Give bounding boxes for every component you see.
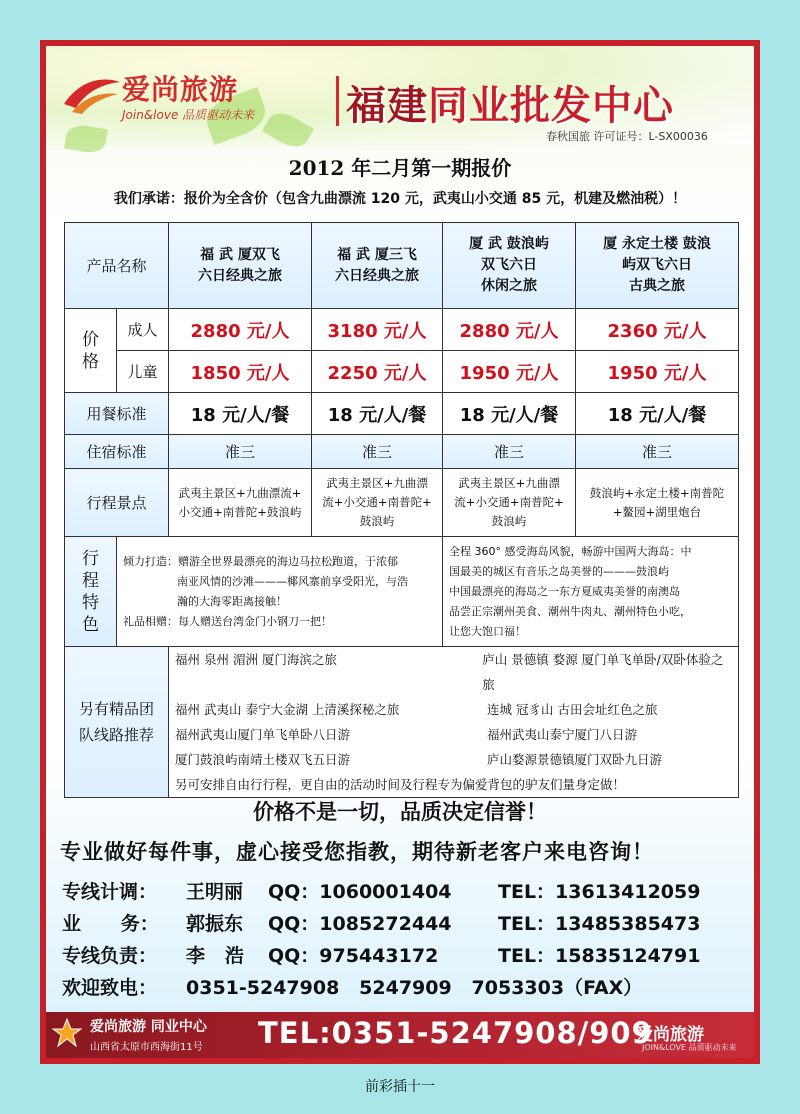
route-line: 小交通+南普陀+鼓浪屿 [178, 504, 302, 519]
contact-role: 专线负责： [62, 944, 158, 967]
feature-line: 让您大饱口福！ [449, 624, 527, 638]
feature-line: 中国最漂亮的海岛之一东方夏威夷美誉的南澳岛 [449, 584, 681, 598]
feature-label-char: 特 [82, 592, 99, 613]
product-cell [576, 223, 739, 309]
footer-logo-text: 爱尚旅游 [636, 1025, 704, 1045]
hotel-value: 准三 [169, 435, 312, 469]
welcome-phones: 0351-5247908 5247909 7053303（FAX） [186, 976, 643, 999]
contact-qq: QQ：975443172 [268, 944, 439, 967]
recommend-label-line: 另有精品团 [79, 700, 155, 718]
hotel-value: 准三 [443, 435, 576, 469]
recommend-item: 厦门鼓浪屿南靖土楼双飞五日游 [175, 752, 351, 767]
issue-title: 2012 年二月第一期报价 [288, 156, 512, 180]
feature-line: 南亚风情的沙滩———椰风寨前享受阳光，与浩 [177, 574, 408, 588]
product-cell [312, 223, 443, 309]
price-label-char: 格 [82, 351, 99, 372]
feature-label-char: 行 [82, 548, 99, 569]
route-line: 流+小交通+南普陀+ [322, 495, 432, 509]
route-line: 武夷主景区+九曲漂流+ [178, 485, 302, 500]
route-line: 流+小交通+南普陀+ [454, 495, 564, 509]
feature-label [65, 537, 117, 647]
price-table [64, 222, 739, 798]
product-cell [169, 223, 312, 309]
star-icon [52, 1018, 82, 1048]
feature-row [65, 537, 739, 647]
feature-line: 倾力打造：赠游全世界最漂亮的海边马拉松跑道，于浓郁 [123, 554, 398, 568]
meal-value: 18 元/人/餐 [312, 393, 443, 435]
welcome-label: 欢迎致电： [62, 976, 158, 999]
feature-label-char: 程 [82, 570, 99, 591]
hotel-value: 准三 [312, 435, 443, 469]
contact-list [62, 874, 742, 1002]
recommend-note: 另可安排自由行行程，更自由的活动时间及行程专为偏爱背包的驴友们量身定做！ [175, 777, 626, 792]
recommend-item-row [175, 647, 732, 697]
price-label [65, 309, 117, 393]
recommend-item: 福州 武夷山 泰宁大金湖 上清溪探秘之旅 [175, 702, 400, 717]
feature-line: 瀚的大海零距离接触！ [177, 594, 287, 608]
leaf-decoration [64, 123, 108, 156]
recommend-item: 连城 冠豸山 古田会址红色之旅 [487, 702, 658, 717]
route-label: 行程景点 [65, 469, 169, 537]
footer-address: 山西省太原市西海街11号 [90, 1042, 203, 1053]
meal-value: 18 元/人/餐 [576, 393, 739, 435]
header-title-part2: 同业批发中心 [428, 82, 674, 129]
product-line: 休闲之旅 [481, 278, 538, 294]
route-cell [576, 469, 739, 537]
hotel-value: 准三 [576, 435, 739, 469]
route-cell [312, 469, 443, 537]
footer-bar [46, 1012, 754, 1058]
recommend-list [169, 647, 739, 798]
recommend-label-line: 队线路推荐 [79, 726, 155, 744]
product-line: 双飞六日 [481, 257, 538, 273]
recommend-item-row [175, 697, 732, 722]
contact-tel: TEL：13613412059 [498, 880, 701, 903]
route-line: 鼓浪屿+永定土楼+南普陀 [589, 485, 725, 500]
route-cell [443, 469, 576, 537]
feature-left [117, 537, 443, 647]
license-text: 春秋国旅 许可证号：L-SX00036 [546, 130, 708, 143]
contact-role: 业 务： [62, 912, 159, 935]
child-price: 1850 元/人 [169, 351, 312, 393]
contact-qq: QQ：1085272444 [268, 912, 452, 935]
header-divider [336, 76, 339, 126]
recommend-label [65, 647, 169, 798]
tagline: 专业做好每件事，虚心接受您指教，期待新老客户来电咨询！ [60, 839, 654, 864]
contact-row [62, 906, 742, 938]
adult-price: 2360 元/人 [576, 309, 739, 351]
hotel-label: 住宿标准 [65, 435, 169, 469]
adult-price: 3180 元/人 [312, 309, 443, 351]
footer-tel: TEL:0351-5247908/909 [258, 1016, 653, 1050]
route-line: 鼓浪屿 [491, 514, 527, 528]
recommend-item: 庐山 景德镇 婺源 厦门单飞单卧/双卧体验之旅 [482, 652, 724, 692]
flyer-frame [40, 40, 760, 1064]
child-price: 2250 元/人 [312, 351, 443, 393]
product-line: 六日经典之旅 [335, 267, 420, 284]
contact-qq: QQ：1060001404 [268, 880, 452, 903]
product-line: 福 武 厦双飞 [200, 246, 280, 263]
feature-line: 礼品相赠：每人赠送台湾金门小钢刀一把！ [123, 614, 332, 628]
recommend-item: 福州武夷山泰宁厦门八日游 [487, 727, 638, 742]
logo-swoosh-icon [62, 74, 122, 116]
slogan: 价格不是一切，品质决定信誉！ [253, 799, 547, 824]
page-label: 前彩插十一 [365, 1079, 435, 1095]
logo-text: 爱尚旅游 [122, 73, 239, 106]
flyer-header [46, 46, 754, 146]
recommend-item: 庐山婺源景德镇厦门双卧九日游 [487, 752, 663, 767]
adult-label: 成人 [117, 309, 169, 351]
flyer-body [46, 46, 754, 1058]
leaf-decoration [262, 107, 314, 153]
product-line: 古典之旅 [629, 278, 686, 294]
header-title-part1: 福建 [346, 82, 428, 129]
child-price: 1950 元/人 [576, 351, 739, 393]
route-line: +鳌园+湖里炮台 [612, 504, 702, 519]
logo-slogan: Join&love 品质驱动未来 [122, 108, 255, 122]
recommend-item: 福州 泉州 湄洲 厦门海滨之旅 [175, 652, 337, 667]
product-cell [443, 223, 576, 309]
product-line: 厦 永定土楼 鼓浪 [603, 236, 711, 252]
feature-right [443, 537, 739, 647]
child-price: 1950 元/人 [443, 351, 576, 393]
contact-role: 专线计调： [62, 880, 158, 903]
welcome-row [62, 970, 742, 1002]
route-line: 鼓浪屿 [359, 514, 395, 528]
contact-name: 李 浩 [186, 944, 244, 967]
product-line: 六日经典之旅 [198, 267, 283, 284]
promise-text: 我们承诺：报价为全含价（包含九曲漂流 120 元，武夷山小交通 85 元，机建及燃油税）！ [113, 191, 687, 207]
route-row [65, 469, 739, 537]
contact-tel: TEL：15835124791 [498, 944, 701, 967]
feature-line: 国最美的城区有音乐之岛美誉的———鼓浪屿 [449, 564, 670, 578]
meal-row [65, 393, 739, 435]
contact-name: 郭振东 [186, 912, 244, 935]
meal-value: 18 元/人/餐 [443, 393, 576, 435]
contact-tel: TEL：13485385473 [498, 912, 701, 935]
child-price-row [65, 351, 739, 393]
header-title [346, 74, 674, 131]
product-line: 屿双飞六日 [622, 257, 693, 273]
recommend-row [65, 647, 739, 798]
meal-value: 18 元/人/餐 [169, 393, 312, 435]
child-label: 儿童 [117, 351, 169, 393]
route-line: 武夷主景区+九曲漂 [326, 476, 428, 490]
product-row [65, 223, 739, 309]
recommend-item-row [175, 747, 732, 772]
contact-name: 王明丽 [186, 880, 244, 903]
price-label-char: 价 [82, 329, 99, 350]
feature-line: 全程 360° 感受海岛风貌，畅游中国两大海岛：中 [449, 544, 692, 558]
contact-row [62, 874, 742, 906]
meal-label: 用餐标准 [65, 393, 169, 435]
adult-price: 2880 元/人 [169, 309, 312, 351]
route-cell [169, 469, 312, 537]
feature-label-char: 色 [82, 614, 99, 635]
adult-price-row [65, 309, 739, 351]
feature-line: 品尝正宗潮州美食、潮州牛肉丸、潮州特色小吃， [449, 604, 692, 618]
product-name-label: 产品名称 [65, 223, 169, 309]
footer-company: 爱尚旅游 同业中心 [90, 1019, 207, 1035]
recommend-item-row [175, 722, 732, 747]
product-line: 厦 武 鼓浪屿 [469, 236, 549, 252]
footer-logo-sub: JOIN&LOVE 品质驱动未来 [642, 1043, 737, 1052]
adult-price: 2880 元/人 [443, 309, 576, 351]
hotel-row [65, 435, 739, 469]
recommend-item: 福州武夷山厦门单飞单卧八日游 [175, 727, 351, 742]
contact-row [62, 938, 742, 970]
route-line: 武夷主景区+九曲漂 [458, 476, 560, 490]
product-line: 福 武 厦三飞 [337, 246, 417, 263]
